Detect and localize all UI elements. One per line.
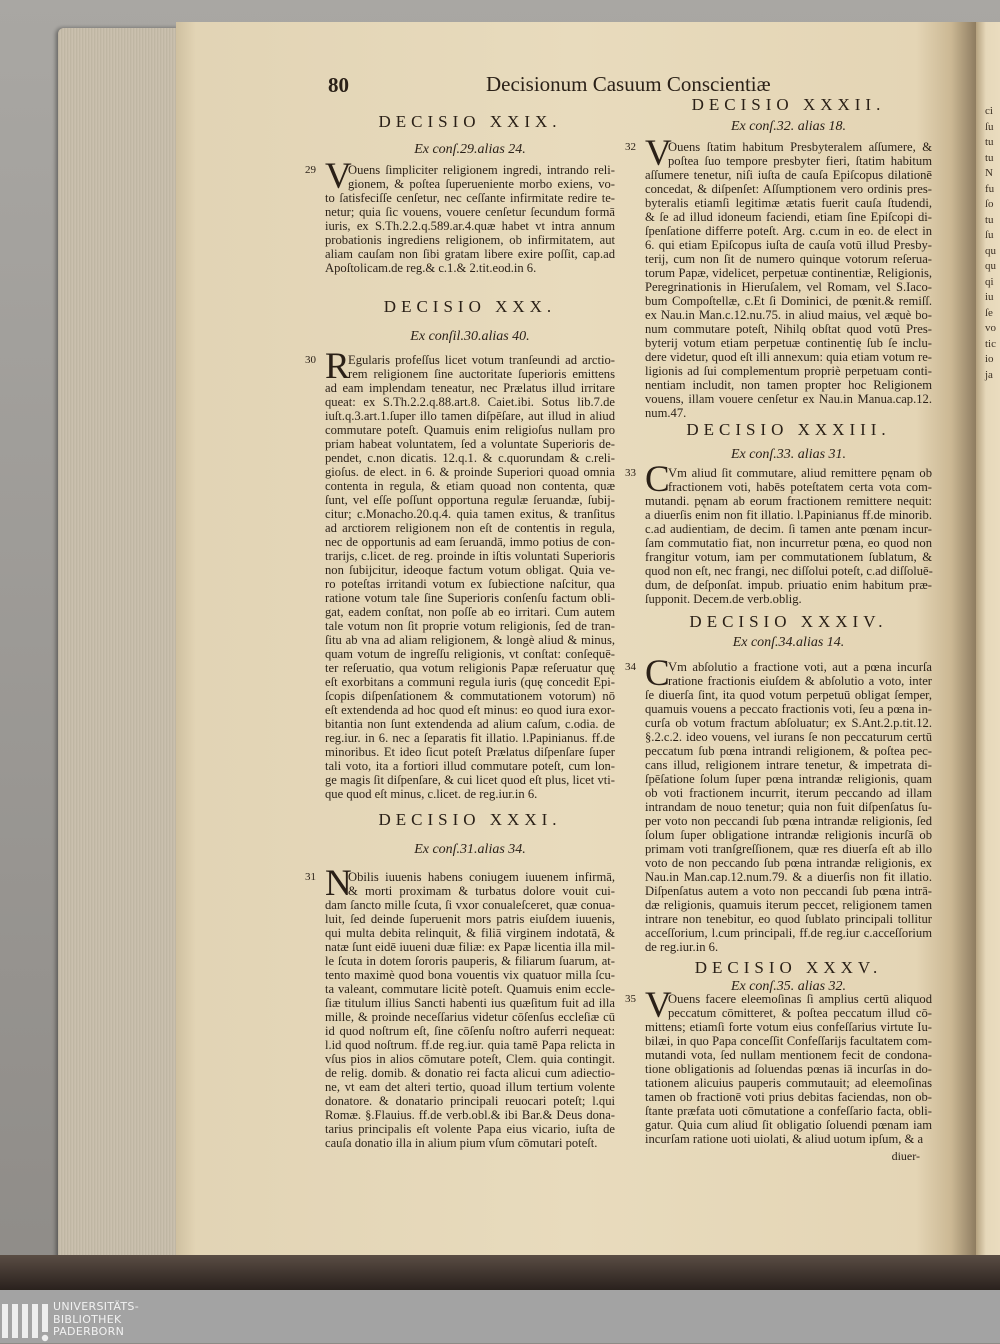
drop-cap-initial: N [325,863,352,904]
decision-paragraph [625,459,933,606]
text-line: quod non eſt, nec frangi, nec diſſolui poteſt, c.ad diſſoluē- [645,564,933,578]
next-page-text-fragment: iu [985,291,994,303]
text-line: natæ ſunt eidē iuueni duæ filiæ: ex Papæ licentia illa mil- [325,940,615,954]
text-line: 6. qui etiam Epiſcopus iuſta de cauſa votū illud Presby- [645,238,932,252]
page-number: 80 [328,73,349,97]
next-page-text-fragment: vo [985,322,996,334]
text-line: ſpēſatione ſolum ſuper pœna intrandæ religionis, quam [645,772,932,786]
decision-paragraph [305,156,615,275]
text-line: probationis ingrediens religionem, ob infirmitatem, aut [325,233,615,247]
text-line: primam voti tranſgreſſionem, quæ res diuerſa eſt ab illo [645,842,932,856]
text-line: & ſe ad illud idoneum faciendi, etiam ſine Epiſcopi di- [645,210,932,224]
text-line: Ouens ſtatim habitum Presbyteralem aſſumere, & [668,140,932,154]
text-line: ob voti fractionem incurrit, iterum peccando ad illam [645,786,932,800]
next-page-text-fragment: tu [985,136,994,148]
decision-heading: DECISIO XXX. [383,297,557,316]
next-page-text-fragment: ſe [985,306,993,319]
text-line: ro poteſtas irritandi votum ex ſubiectione naſcitur, qua [325,577,615,591]
next-page-text-fragment: fu [985,182,995,195]
text-line: a diuerſis enim non fit illatio. l.Papinianus ff.de minorib. [645,508,932,522]
catchword: diuer- [891,1149,920,1163]
text-line: curſa ob votum fractum abſoluatur; ex S.Ant.2.p.tit.12. [645,716,932,730]
text-line: peccatum cōmitteret, & poſtea peccatum illud cō- [668,1006,932,1020]
next-page-text-fragment: tic [985,337,996,350]
text-line: dere videtur, quod eſt illi annexum: quia etiam votum re- [645,350,932,364]
text-line: tento maximè quod bona vouentis vix quatuor milla ſcu- [325,968,615,982]
text-line: luit, ſed deinde ſuperuenit mors patris eiuſdem iuuenis, [325,912,615,926]
text-line: ſtante præfata uoti cōmutatione a confeſſario facta, obli- [645,1104,932,1118]
text-line: ſe diuerſa ſint, ita quod votum perpetuū obligat ſemper, [645,688,932,702]
text-line: ge magis ſit diſpenſare, & cui licet quod eſt plus, licet vti- [325,773,615,787]
text-line: ſolum ſuper obligatione intrandæ religionis incurſā ob [645,828,932,842]
text-line: ſupponit. Decem.de verb.oblig. [645,592,802,606]
text-line: mille, & proinde neceſſarius videtur cōſenſus eccleſiæ cū [325,1010,615,1024]
text-line: bum Compoſtellæ, c.Et ſi Dominici, de pœnit.& remiſſ. [645,294,932,308]
text-line: tali voto, ita a fortiori illud commutare poteſt, cum lon- [325,759,615,773]
text-line: tarius principalis eſt volente Papa eius vicario, iuſta de [325,1122,615,1136]
text-line: le ſcuta in dotem ſororis pauperis, & filiarum ſuarum, at- [325,954,615,968]
decision-paragraph [305,346,615,801]
scan-bottom-edge [0,1255,1000,1290]
decision-source: Ex conſ.31.alias 34. [414,842,526,857]
text-line: l.id quod noſtrum. ff.de reg.iur. quia tamē Papa relicta in [325,1038,615,1052]
text-line: Nau.in Man.cap.12.num.79. & a diuerſis non fit illatio. [645,870,932,884]
text-line: terij, cum non ſit de numero quinque votorum reſerua- [645,252,932,266]
text-line: vouens, illam vouere cenſetur ex Nau.in Manua.cap.12. [645,392,932,406]
next-page-text-fragment: qu [985,260,996,272]
text-line: & morti proximam & turbatus dolore vouit cui- [348,884,615,898]
margin-number: 32 [625,141,636,153]
text-line: Romæ. §.Flauius. ff.de verb.obl.& ibi Bar.& Deus dona- [325,1108,615,1122]
next-page-text-fragment: ſu [985,120,994,133]
text-line: concedat, & diſpenſet: Aſſumptionem vero ordinis pres- [645,182,932,196]
text-line: mittens; etiamſi forte votum eius confeſſarius virtute Iu- [645,1020,932,1034]
text-line: Diſpenſatus autem a voto non peccandi ſub pœna intrā- [645,884,932,898]
text-line: de reg.iur.in 6. [645,940,719,954]
text-line: fractionem voti, habēs poteſtatem certa vota com- [668,480,932,494]
margin-number: 29 [305,164,316,176]
text-line: ratione votum tale ſine Superioris conſenſu factum obli- [325,591,615,605]
text-line: vſus pios in alios cōmutare poteſt, Clem. quia contingit. [325,1052,615,1066]
text-line: priam habeat voluntatem, ſed a voluntate Superioris de- [325,437,615,451]
text-line: iuris, ex S.Th.2.2.q.589.ar.4.quæ habet vt intra annum [325,219,615,233]
text-line: c.ad audientiam, de decim. ſi tamen ante pœnam incur- [645,522,932,536]
next-page-text-fragment: ſu [985,229,994,241]
text-line: per voto non peccandi ſub pœna intrandæ religionis, ſed [645,814,932,828]
text-line: to ſatisfeciſſe cenſetur, nec ceſſante infirmitate redire te- [325,191,615,205]
text-line: num commutare poteſt, Nihilq obſtat quod votū Pres- [645,322,932,336]
next-page-text-fragment: io [985,353,994,365]
text-line: ter reſeruatio, qua votum religionis Papæ reſeruatur quę [325,661,615,675]
text-line: dam ſancto mille ſcuta, ſi vxor conualeſceret, quæ conua- [325,898,615,912]
logo-line: PADERBORN [53,1325,125,1338]
text-line: Obilis iuuenis habens coniugem iuuenem infirmā, [348,870,615,884]
drop-cap-initial: R [325,346,350,387]
drop-cap-initial: C [645,653,670,694]
text-line: reg.iur. in 6. nec a ſeparatis fit illatio. l.Papinianus. ff.de [325,731,615,745]
text-line: ad arctiorem religionem non eſt de contentis in regula, [325,521,615,535]
text-line: aliam cauſam non ſibi gratam libere exire poſſit, cap.ad [325,247,615,261]
decision-source: Ex conſ.34.alias 14. [732,635,845,650]
decision-heading: DECISIO XXXV. [694,958,883,977]
text-line: incurſam ratione uoti uiolati, & aliud uotum ipſum, & a [645,1132,924,1146]
text-line: ſunt, vel eſſe poſſunt opportuna regulæ ſeruandæ, ſubij- [325,493,615,507]
text-line: ne, vt eam det alteri tertio, quoad illum tertium volente [325,1080,615,1094]
text-line: citur; c.Monacho.20.q.4. quia tamen exitus, & tranſitus [325,507,615,521]
text-line: ad eam implendam teneatur, nec Prælatus illud irritare [325,381,615,395]
text-line: nentiam includit, non tamen propter hoc Religionem [645,378,932,392]
text-line: dæ religionis, quamuis iterum peccet, religionem tamen [645,898,932,912]
text-line: aſſumere tenetur, niſi iuſta de cauſa Epiſcopus dilationē [645,168,932,182]
text-line: Peregrinationis in Hieruſalem, vel Romam, vel S.Iaco- [645,280,932,294]
text-line: intrandam de nouo tenetur; quia non fuit diſpenſatus ſu- [645,800,932,814]
text-line: cauſa donatio illa in alium pium vſum cōmutari poteſt. [325,1136,598,1150]
text-line: Vm aliud ſit commutare, aliud remittere pęnam ob [668,466,932,480]
text-line: ex Nau.in Man.c.12.nu.75. in aliud maius, vel æquè bo- [645,308,932,322]
text-line: dum, de deſponſat. impub. priuatio enim habitum præ- [645,578,932,592]
text-line: Ouens facere eleemoſinas ſi amplius certū aliquod [668,992,932,1006]
library-logo-text [53,1301,139,1339]
text-line: ſcopis diſpenſationem & commutationem votorum) nō [325,689,615,703]
text-line: gionem, & poſtea ſuperueniente morbo exiens, vo- [348,177,615,191]
text-line: quam votum de ingreſſu religionis, vt conſtat: conſequē- [325,647,615,661]
text-line: peccatum ſub pœna intrandi religionem, & poſtea pec- [645,744,932,758]
next-page-text-fragment: qu [985,244,996,257]
text-line: de relig. domib. & donatio rei facta alicui cum adiectio- [325,1066,615,1080]
decision-heading: DECISIO XXXIV. [689,612,888,631]
text-line: netur; quia ſic vouens, vouere cenſetur ſecundum formā [325,205,615,219]
text-line: nec de opportunis ad eam ſeruandā, immo potius de con- [325,535,615,549]
text-line: byteralis etiamſi legitimæ ætatis fuerit cauſa ſtudendi, [645,196,932,210]
text-line: ta valeant, commutare licitè poteſt. Quamuis enim eccle- [325,982,615,996]
text-line: num.47. [645,406,687,420]
decision-paragraph [625,653,932,954]
next-page-edge [976,22,1000,1284]
running-head: Decisionum Casuum Conscientiæ [486,72,771,96]
text-line: eſt extendenda ad hoc quod eſt minus: eo quod iura exor- [325,703,615,717]
next-page-text-fragment: tu [985,151,994,164]
text-line: acceſſorium, l.cum principali, ff.de reg.iur c.acceſſorium [645,926,932,940]
text-line: intrare non tenebitur, eo quod ſublato principali tollitur [645,912,932,926]
text-line: torum Papæ, videlicet, perpetuæ continentiæ, Religionis, [645,266,932,280]
next-page-text-fragment: ja [985,368,993,381]
next-page-text-fragment: N [985,167,993,179]
text-line: Apoſtolicam.de reg.& c.1.& 2.tit.eod.in 6. [325,261,537,275]
margin-number: 34 [625,661,636,673]
next-page-text-fragment: tu [985,213,994,226]
text-line: queat: ex S.Th.2.2.q.88.art.8. Caiet.ibi. Sotus lib.7.de [325,395,615,409]
drop-cap-initial: V [645,985,672,1026]
logo-line: BIBLIOTHEK [53,1312,122,1326]
text-line: cans illud, religionem intrare tenetur, & impetrata di- [645,758,932,772]
text-line: ſpenſatione differre poteſt. Arg. c.cum in eo. de elect in [645,224,932,238]
text-line: Egularis profeſſus licet votum tranſeundi ad arctio- [348,353,615,367]
margin-number: 31 [305,871,316,883]
text-line: id quod noſtrum eſt, ſine cōſenſu noſtro auferri nequeat: [325,1024,615,1038]
text-line: mutandi. pęnam ab eorum fractionem remittere nequit: [645,494,932,508]
text-line: voto de non peccando ſub pœna intrandæ religionis, ex [645,856,932,870]
margin-number: 33 [625,467,636,479]
text-line: gat, eadem conſtat, non poſſe ab eo irritari. Cum autem [325,605,615,619]
margin-number: 30 [305,354,316,366]
next-page-text-fragment: ſo [985,198,994,210]
text-line: eſt exorbitans a communi regula iuris (quę concedit Epi- [325,675,615,689]
text-line: ſiæ titulum illius Sancti habenti ius quæſitum fuit ad illa [325,996,615,1010]
decision-paragraph [305,863,615,1150]
text-line: ſitu ab vna ad aliam religionem, & longè aliud & minus, [325,633,615,647]
text-line: byterij votum etiam perpetuæ continentię ſub ſe inclu- [645,336,932,350]
text-line: que quod eſt minus, c.licet. de reg.iur.in 6. [325,787,538,801]
text-line: qui multa debita relinquit, & filiā virginem indotatā, & [325,926,615,940]
text-line: quamuis vouens a peccato fractionis voti, ſeu a pœna in- [645,702,932,716]
decision-source: Ex conſil.30.alias 40. [410,329,530,344]
library-footer [0,1290,1000,1343]
text-line: tione obligationis ad ſoluendas pœnas iā incurſas in do- [645,1062,932,1076]
text-line: poſtea ſuo tempore presbyter fieri, ſtatim habitum [668,154,932,168]
text-line: ſam commutatio fiat, non incurretur pœna, eo quod non [645,536,932,550]
text-line: tamen ob fractionē voti prius debitas faciendas, non ob- [645,1090,932,1104]
text-line: tale votum non ſit proprie votum religionis, ſed de tran- [325,619,615,633]
logo-line: UNIVERSITÄTS- [53,1300,139,1313]
decision-source: Ex conſ.35. alias 32. [730,979,847,994]
decision-paragraph [625,133,932,420]
decision-heading: DECISIO XXXII. [691,95,886,114]
decision-source: Ex conſ.33. alias 31. [730,447,847,462]
text-line: pendet, c.non dicatis. 12.q.1. & c.quorundam & c.reli- [325,451,615,465]
text-line: rem religionem ſine auctoritate ſuperioris emittens [348,367,615,381]
next-page-text-fragment: qi [985,275,994,288]
library-logo-icon [2,1304,50,1344]
text-line: commutare poteſt. Quamuis enim religioſus nullam pro [325,423,615,437]
text-line: frangitur votum, iam per commutationem ſublatum, & [645,550,932,564]
text-line: Vm abſolutio a fractione voti, aut a pœna incurſa [668,660,932,674]
next-page-text-fragment: ci [985,105,993,117]
text-line: donatore. & donatario principali reuocari poteſt; l.qui [325,1094,615,1108]
text-line: ratione fractionis eiuſdem & abſolutio a voto, inter [668,674,932,688]
decision-source: Ex conſ.32. alias 18. [730,119,847,134]
text-line: gatur. Quia cum aliud ſit obligatio ſoluendi pœnam iam [645,1118,932,1132]
text-line: Ouens ſimpliciter religionem ingredi, intrando reli- [348,163,615,177]
book-fore-edge [58,28,180,1278]
decision-heading: DECISIO XXIX. [378,112,562,131]
drop-cap-initial: C [645,459,670,500]
text-line: §.2.c.2. ideo vouens, vel iurans ſe non peccaturum certū [645,730,932,744]
drop-cap-initial: V [645,133,672,174]
decision-heading: DECISIO XXXIII. [686,420,891,439]
text-line: trarijs, c.licet. de reg. proinde in iſtis voluntati Superioris [325,549,615,563]
text-line: tationem alicuius pauperis commutauit; ad eleemoſinas [645,1076,932,1090]
text-line: contenta in regula, & etiam quoad non contenta, quæ [325,479,615,493]
text-line: bitantia non ſunt extendenda ad alium caſum, c.odia. de [325,717,615,731]
drop-cap-initial: V [325,156,352,197]
text-line: bilæi, in quo Papa conceſſit Confeſſarijs facultatem com- [645,1034,932,1048]
text-line: non ſubijcitur, ideoque factum votum obligat. Quia ve- [325,563,615,577]
margin-number: 35 [625,993,636,1005]
text-line: ligionis ad ſui complementum propriè perpetuam conti- [645,364,932,378]
text-line: gioſus. de elect. in 6. & proinde Superiori quoad omnia [325,465,615,479]
decision-source: Ex conſ.29.alias 24. [414,142,526,157]
decision-heading: DECISIO XXXI. [378,810,562,829]
text-line: iuſt.q.3.art.1.ſuper illo tamen diſpēſare, aut illud in aliud [325,409,615,423]
text-line: mutandi vota, ſed nullam mentionem fecit de condona- [645,1048,932,1062]
text-line: minoribus. Et ideo ſicut poteſt Prælatus diſpenſare ſuper [325,745,615,759]
